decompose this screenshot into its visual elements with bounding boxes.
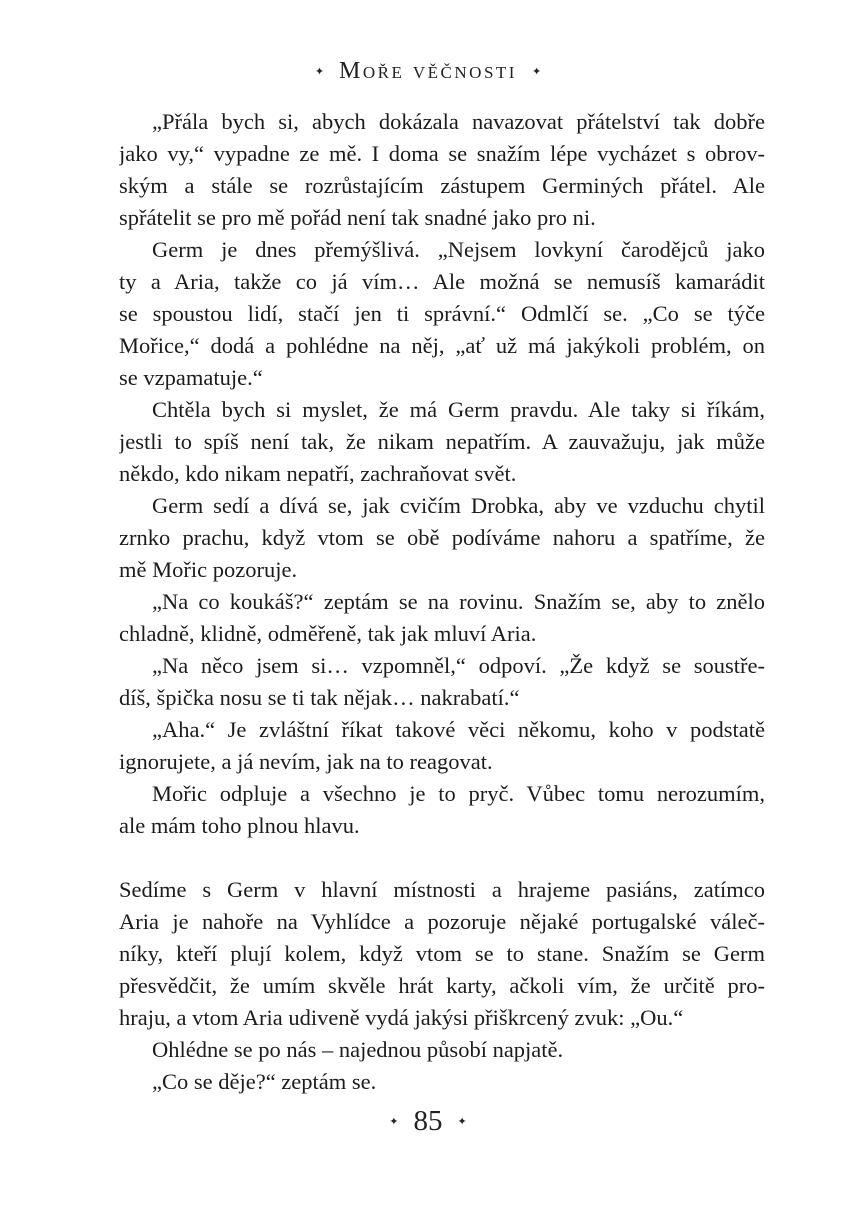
text-line: někdo, kdo nikam nepatří, zachraňovat svět. [119,461,517,486]
text-line: přesvědčit, že umím skvěle hrát karty, ačkoli vím, že určitě pro- [119,973,765,998]
paragraph [119,874,765,1034]
text-line: Sedíme s Germ v hlavní místnosti a hrajeme pasiáns, zatímco [119,877,765,902]
text-line: Germ je dnes přemýšlivá. „Nejsem lovkyní čarodějců jako [152,237,765,262]
diamond-ornament-icon: ✦ [531,65,542,78]
text-line: chladně, klidně, odměřeně, tak jak mluví Aria. [119,621,537,646]
text-section [119,874,765,1098]
page-title: Moře věčnosti [339,58,517,84]
text-line: jako vy,“ vypadne ze mě. I doma se snažím lépe vycházet s obrov- [119,141,765,166]
text-line: Ohlédne se po nás – najednou působí napjatě. [152,1037,564,1062]
paragraph [119,1066,765,1098]
paragraph [119,778,765,842]
text-line: jestli to spíš není tak, že nikam nepatřím. A zauvažuju, jak může [119,429,765,454]
paragraph [119,234,765,394]
text-line: Germ sedí a dívá se, jak cvičím Drobka, aby ve vzduchu chytil [152,493,765,518]
paragraph [119,394,765,490]
diamond-ornament-icon: ✦ [389,1114,399,1128]
paragraph [119,586,765,650]
text-section [119,106,765,842]
text-line: se vzpamatuje.“ [119,365,263,390]
paragraph [119,106,765,234]
text-line: níky, kteří plují kolem, když vtom se to stane. Snažím se Germ [119,941,765,966]
text-line: ty a Aria, takže co já vím… Ale možná se nemusíš kamarádit [119,269,765,294]
paragraph [119,650,765,714]
text-line: ignorujete, a já nevím, jak na to reagovat. [119,749,493,774]
running-header [0,58,856,85]
paragraph [119,714,765,778]
text-line: Mořice,“ dodá a pohlédne na něj, „ať už má jakýkoli problém, on [119,333,765,358]
text-line: „Přála bych si, abych dokázala navazovat přátelství tak dobře [152,109,765,134]
text-line: hraju, a vtom Aria udiveně vydá jakýsi přiškrcený zvuk: „Ou.“ [119,1005,684,1030]
text-line: „Na něco jsem si… vzpomněl,“ odpoví. „Že když se soustře- [152,653,765,678]
text-line: se spoustou lidí, stačí jen ti správní.“ Odmlčí se. „Co se týče [119,301,765,326]
text-line: Mořic odpluje a všechno je to pryč. Vůbec tomu nerozumím, [152,781,765,806]
text-line: spřátelit se pro mě pořád není tak snadné jako pro ni. [119,205,596,230]
text-line: díš, špička nosu se ti tak nějak… nakrabatí.“ [119,685,520,710]
body-text [119,106,765,1098]
diamond-ornament-icon: ✦ [457,1114,467,1128]
text-line: ským a stále se rozrůstajícím zástupem Germiných přátel. Ale [119,173,765,198]
text-line: Chtěla bych si myslet, že má Germ pravdu. Ale taky si říkám, [152,397,765,422]
page-number: 85 [413,1105,443,1137]
text-line: „Co se děje?“ zeptám se. [152,1069,377,1094]
text-line: zrnko prachu, když vtom se obě podíváme nahoru a spatříme, že [119,525,765,550]
paragraph [119,1034,765,1066]
text-line: „Na co koukáš?“ zeptám se na rovinu. Snažím se, aby to znělo [152,589,765,614]
section-break [119,842,765,874]
page-footer [0,1103,856,1139]
text-line: Aria je nahoře na Vyhlídce a pozoruje nějaké portugalské váleč- [119,909,765,934]
text-line: mě Mořic pozoruje. [119,557,298,582]
text-line: ale mám toho plnou hlavu. [119,813,360,838]
text-line: „Aha.“ Je zvláštní říkat takové věci někomu, koho v podstatě [152,717,765,742]
diamond-ornament-icon: ✦ [314,65,325,78]
paragraph [119,490,765,586]
